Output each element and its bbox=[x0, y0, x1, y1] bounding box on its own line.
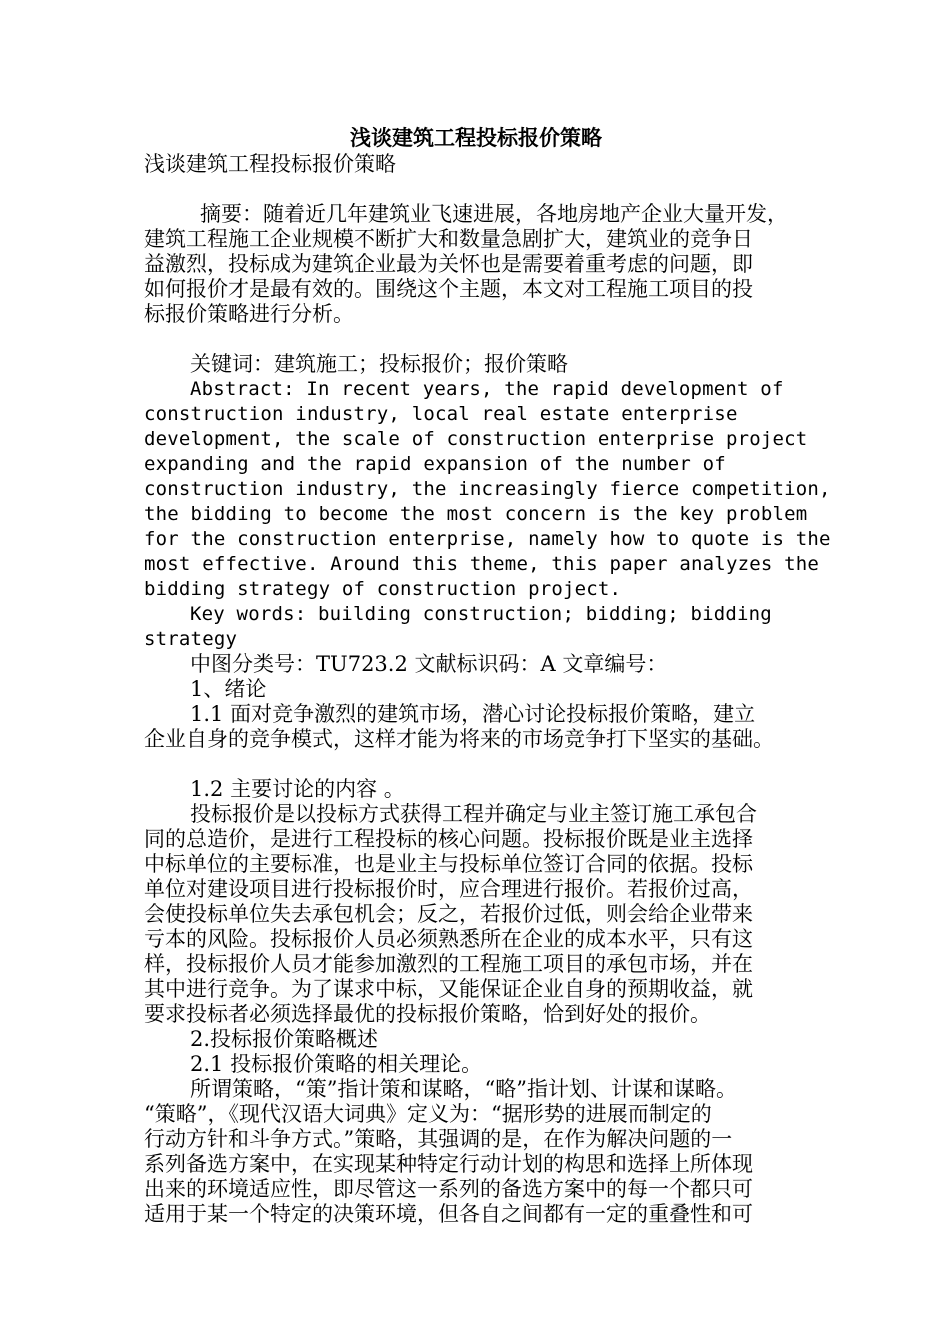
paragraph-line: 其中进行竞争。为了谋求中标，又能保证企业自身的预期收益，就 bbox=[144, 977, 753, 1001]
paragraph-line: 1.1 面对竞争激烈的建筑市场，潜心讨论投标报价策略，建立 bbox=[190, 702, 756, 726]
abstract-cn bbox=[144, 202, 808, 327]
spacer bbox=[144, 177, 808, 202]
spacer bbox=[144, 752, 808, 777]
section-heading: 1、绪论 bbox=[190, 677, 267, 701]
subsection-heading: 2.1 投标报价策略的相关理论。 bbox=[190, 1052, 483, 1076]
paragraph-line: 中标单位的主要标准，也是业主与投标单位签订合同的依据。投标 bbox=[144, 852, 753, 876]
paragraph-line: 样，投标报价人员才能参加激烈的工程施工项目的承包市场，并在 bbox=[144, 952, 753, 976]
subsection-heading: 1.2 主要讨论的内容 。 bbox=[190, 777, 405, 801]
keywords-en-line: strategy bbox=[144, 628, 238, 650]
paragraph-line: 会使投标单位失去承包机会；反之，若报价过低，则会给企业带来 bbox=[144, 902, 753, 926]
document-page bbox=[144, 124, 831, 1227]
abstract-en-line: expanding and the rapid expansion of the number of bbox=[144, 453, 726, 475]
abstract-en-line: construction industry, the increasingly fierce competition, bbox=[144, 478, 831, 500]
abstract-en-line: for the construction enterprise, namely how to quote is the bbox=[144, 528, 831, 550]
abstract-cn-line: 标报价策略进行分析。 bbox=[144, 302, 354, 326]
abstract-en-line: development, the scale of construction enterprise project bbox=[144, 428, 808, 450]
paragraph-line: 出来的环境适应性，即尽管这一系列的备选方案中的每一个都只可 bbox=[144, 1177, 753, 1201]
abstract-cn-line: 如何报价才是最有效的。围绕这个主题，本文对工程施工项目的投 bbox=[144, 277, 753, 301]
keywords-cn: 关键词：建筑施工；投标报价；报价策略 bbox=[190, 352, 568, 376]
paragraph-line: 系列备选方案中，在实现某种特定行动计划的构思和选择上所体现 bbox=[144, 1152, 753, 1176]
abstract-cn-line: 益激烈，投标成为建筑企业最为关怀也是需要着重考虑的问题，即 bbox=[144, 252, 753, 276]
keywords-en-line: Key words: building construction; bidding; bidding bbox=[190, 603, 772, 625]
section-1-2-body bbox=[144, 802, 808, 1027]
abstract-en-line: bidding strategy of construction project. bbox=[144, 578, 622, 600]
paragraph-line: 同的总造价，是进行工程投标的核心问题。投标报价既是业主选择 bbox=[144, 827, 753, 851]
paragraph-line: 要求投标者必须选择最优的投标报价策略，恰到好处的报价。 bbox=[144, 1002, 711, 1026]
section-1-1 bbox=[144, 702, 808, 752]
abstract-cn-line: 摘要：随着近几年建筑业飞速进展，各地房地产企业大量开发， bbox=[200, 202, 788, 226]
classification-info: 中图分类号：TU723.2 文献标识码：A 文章编号： bbox=[190, 652, 668, 676]
paragraph-line: 行动方针和斗争方式。”策略，其强调的是，在作为解决问题的一 bbox=[144, 1127, 733, 1151]
document-title: 浅谈建筑工程投标报价策略 bbox=[350, 125, 602, 150]
keywords-en bbox=[144, 602, 808, 652]
paragraph-line: 所谓策略，“策”指计策和谋略，“略”指计划、计谋和谋略。 bbox=[190, 1077, 737, 1101]
paragraph-line: 企业自身的竞争模式，这样才能为将来的市场竞争打下坚实的基础。 bbox=[144, 727, 774, 751]
abstract-en-line: construction industry, local real estate enterprise bbox=[144, 403, 738, 425]
abstract-en bbox=[144, 377, 831, 602]
document-subtitle: 浅谈建筑工程投标报价策略 bbox=[144, 152, 396, 176]
paragraph-line: 亏本的风险。投标报价人员必须熟悉所在企业的成本水平，只有这 bbox=[144, 927, 753, 951]
spacer bbox=[144, 327, 808, 352]
abstract-en-line: Abstract: In recent years, the rapid development of bbox=[190, 378, 784, 400]
paragraph-line: 单位对建设项目进行投标报价时，应合理进行报价。若报价过高， bbox=[144, 877, 753, 901]
section-2-1-body bbox=[144, 1077, 808, 1227]
abstract-en-line: the bidding to become the most concern is the key problem bbox=[144, 503, 808, 525]
abstract-cn-line: 建筑工程施工企业规模不断扩大和数量急剧扩大，建筑业的竞争日 bbox=[144, 227, 753, 251]
paragraph-line: 投标报价是以投标方式获得工程并确定与业主签订施工承包合 bbox=[190, 802, 757, 826]
section-heading: 2.投标报价策略概述 bbox=[190, 1027, 379, 1051]
paragraph-line: 适用于某一个特定的决策环境，但各自之间都有一定的重叠性和可 bbox=[144, 1202, 753, 1226]
abstract-en-line: most effective. Around this theme, this paper analyzes the bbox=[144, 553, 820, 575]
paragraph-line: “策略”，《现代汉语大词典》定义为：“据形势的进展而制定的 bbox=[144, 1102, 712, 1126]
